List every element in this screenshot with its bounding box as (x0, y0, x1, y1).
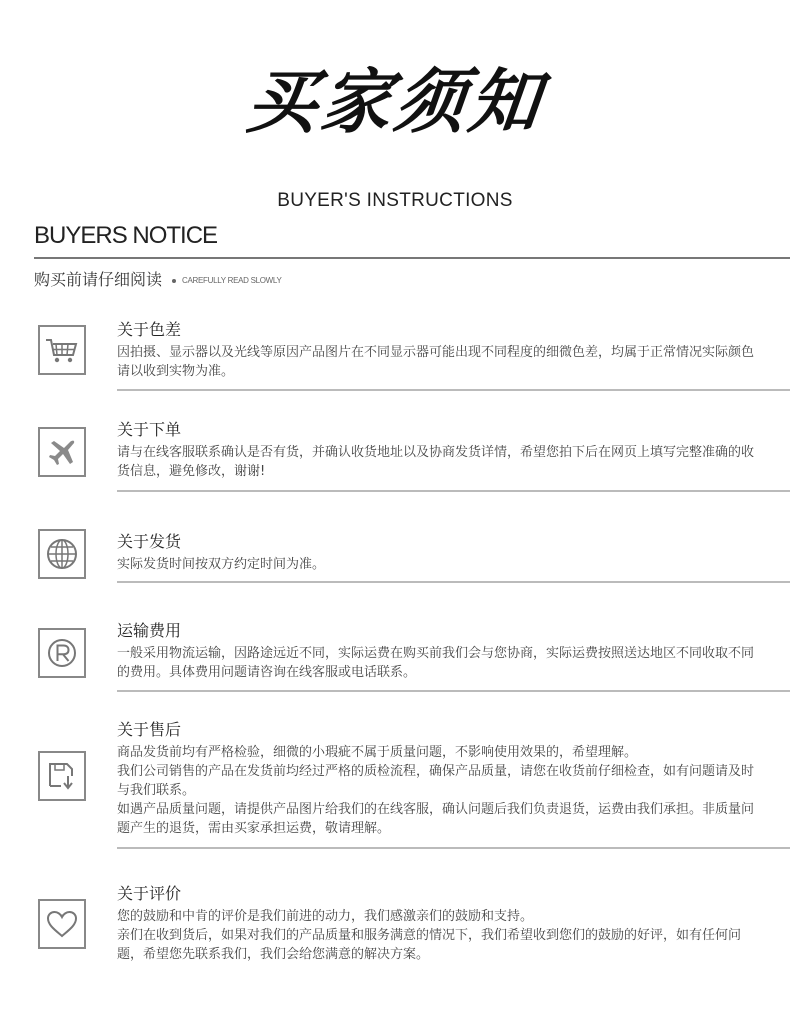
section-paragraph: 因拍摄、显示器以及光线等原因产品图片在不同显示器可能出现不同程度的细微色差，均属于正常情况实际颜色请以收到实物为准。 (117, 345, 755, 379)
registered-icon (38, 628, 86, 678)
shopping-cart-icon (38, 325, 86, 375)
globe-icon (38, 529, 86, 579)
section-paragraph: 如遇产品质量问题，请提供产品图片给我们的在线客服，确认问题后我们负责退货，运费由我们承担。非质量问题产生的退货，需由买家承担运费，敬请理解。 (117, 802, 755, 836)
section-divider (117, 690, 790, 692)
section-text (117, 555, 757, 574)
airplane-icon (38, 427, 86, 477)
section-paragraph: 一般采用物流运输，因路途远近不同，实际运费在购买前我们会与您协商，实际运费按照送达地区不同收取不同的费用。具体费用问题请咨询在线客服或电话联系。 (117, 646, 755, 680)
section-text (117, 443, 757, 481)
section-paragraph: 亲们在收到货后，如果对我们的产品质量和服务满意的情况下，我们希望收到您们的鼓励的好评，如有任何问题，希望您先联系我们，我们会给您满意的解决方案。 (117, 928, 742, 962)
heart-icon (38, 899, 86, 949)
section-text (117, 343, 757, 381)
page-subtitle: BUYER'S INSTRUCTIONS (277, 190, 513, 211)
section-paragraph: 实际发货时间按双方约定时间为准。 (117, 557, 326, 572)
section-divider (117, 389, 790, 391)
read-carefully-en: CAREFULLY READ SLOWLY (182, 276, 282, 285)
bullet-dot (172, 279, 176, 283)
section-paragraph: 我们公司销售的产品在发货前均经过严格的质检流程，确保产品质量，请您在收货前仔细检查，如有问题请及时与我们联系。 (117, 764, 755, 798)
section-paragraph: 商品发货前均有严格检验，细微的小瑕疵不属于质量问题，不影响使用效果的，希望理解。 (117, 745, 638, 760)
section-text (117, 907, 757, 964)
section-title: 关于发货 (117, 532, 182, 551)
header-divider (34, 257, 790, 259)
section-text (117, 743, 757, 838)
read-carefully-cn: 购买前请仔细阅读 (34, 270, 163, 289)
section-title: 关于评价 (117, 884, 182, 903)
section-paragraph: 您的鼓励和中肯的评价是我们前进的动力，我们感激亲们的鼓励和支持。 (117, 909, 534, 924)
section-title: 运输费用 (117, 621, 182, 640)
section-text (117, 644, 757, 682)
section-divider (117, 490, 790, 492)
section-title: 关于色差 (117, 320, 182, 339)
notice-heading: BUYERS NOTICE (34, 222, 218, 249)
section-divider (117, 581, 790, 583)
read-carefully-line (34, 267, 282, 290)
section-title: 关于售后 (117, 720, 182, 739)
section-paragraph: 请与在线客服联系确认是否有货，并确认收货地址以及协商发货详情，希望您拍下后在网页上填写完整准确的收货信息，避免修改，谢谢! (117, 445, 755, 479)
page-title: 买家须知 (242, 61, 548, 143)
section-title: 关于下单 (117, 420, 182, 439)
return-box-icon (38, 751, 86, 801)
section-divider (117, 847, 790, 849)
